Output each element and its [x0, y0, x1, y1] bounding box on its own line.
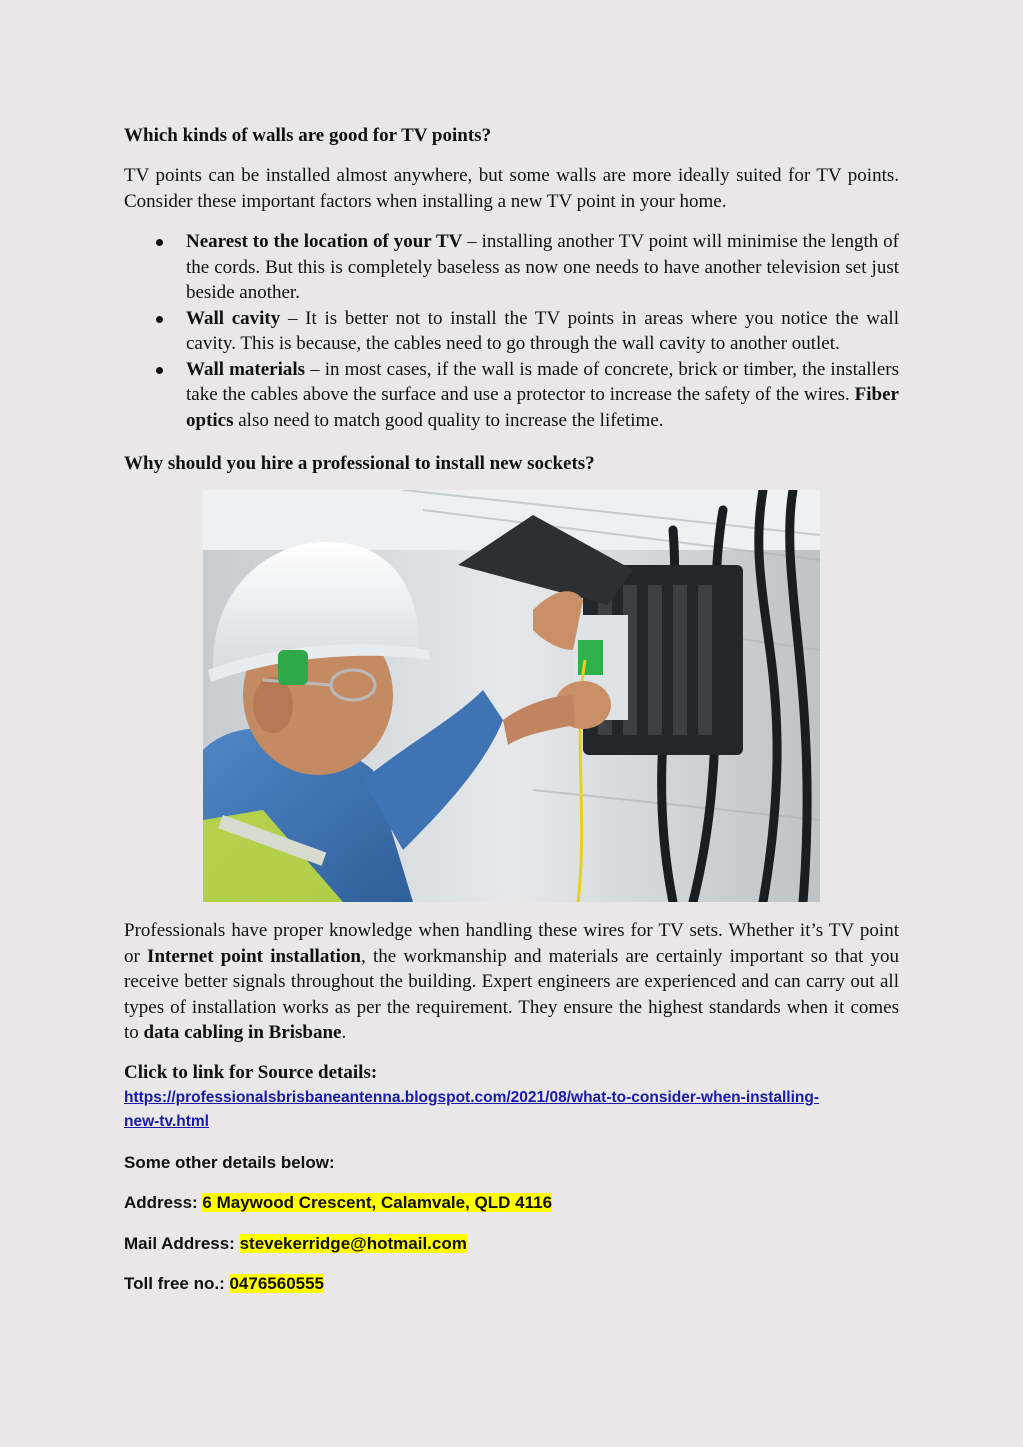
source-link-line1: https://professionalsbrisbaneantenna.blogspot.com/2021/08/what-to-consider-when-installing- [124, 1089, 820, 1106]
mail-value[interactable]: stevekerridge@hotmail.com [239, 1234, 467, 1253]
bold-term-internet: Internet point installation [147, 945, 361, 967]
mail-line [124, 1233, 467, 1255]
bullet-text: – It is better not to install the TV points in areas where you notice the wall cavity. This is because, the cables need to go through the wall cavity to another outlet. [186, 307, 899, 354]
bullet-text: – installing another TV point will minimise the length of the cords. But this is completely baseless as now one needs to have another television set just beside another. [186, 231, 899, 303]
paragraph-text: Professionals have proper knowledge when handling these wires for TV sets. Whether it’s TV point or [124, 920, 899, 967]
bullet-icon [156, 367, 163, 374]
list-item [124, 357, 899, 434]
address-value: 6 Maywood Crescent, Calamvale, QLD 4116 [202, 1193, 553, 1212]
paragraph-text: , the workmanship and materials are certainly important so that you receive better signals throughout the building. Expert engineers are experienced and can carry out all types of installation works as per the requirement. They ensure the highest standards when it comes to [124, 945, 899, 1043]
bold-term-cabling: data cabling in Brisbane [143, 1022, 342, 1043]
source-link-line2: new-tv.html [124, 1113, 209, 1130]
bullet-title: Wall cavity [186, 307, 281, 329]
list-item [124, 229, 899, 306]
factors-list [124, 229, 899, 433]
mail-label: Mail Address: [124, 1234, 240, 1253]
bullet-icon [156, 316, 163, 323]
intro-paragraph: TV points can be installed almost anywhere, but some walls are more ideally suited for TV points. Consider these important factors when installing a new TV point in your home. [124, 165, 899, 212]
source-link[interactable] [124, 1086, 899, 1134]
paragraph-text: . [341, 1022, 347, 1043]
details-intro: Some other details below: [124, 1153, 335, 1172]
professionals-paragraph [124, 918, 899, 1046]
phone-line [124, 1273, 324, 1295]
bullet-title: Nearest to the location of your TV [186, 231, 463, 252]
bullet-icon [156, 239, 163, 246]
address-line [124, 1192, 552, 1214]
technician-photo [203, 490, 820, 902]
source-label: Click to link for Source details: [124, 1062, 378, 1083]
heading-walls: Which kinds of walls are good for TV points? [124, 125, 492, 146]
phone-label: Toll free no.: [124, 1274, 230, 1293]
bullet-title: Wall materials [186, 358, 306, 380]
address-label: Address: [124, 1193, 203, 1212]
bullet-text: also need to match good quality to increase the lifetime. [233, 409, 664, 431]
technician-illustration [203, 490, 820, 902]
phone-value: 0476560555 [229, 1274, 325, 1293]
list-item [124, 306, 899, 357]
heading-professional: Why should you hire a professional to install new sockets? [124, 453, 595, 474]
bullet-text: – in most cases, if the wall is made of concrete, brick or timber, the installers take the cables above the surface and use a protector to increase the safety of the wires. [186, 358, 900, 405]
bullet-bold-term: Fiber optics [186, 384, 899, 431]
